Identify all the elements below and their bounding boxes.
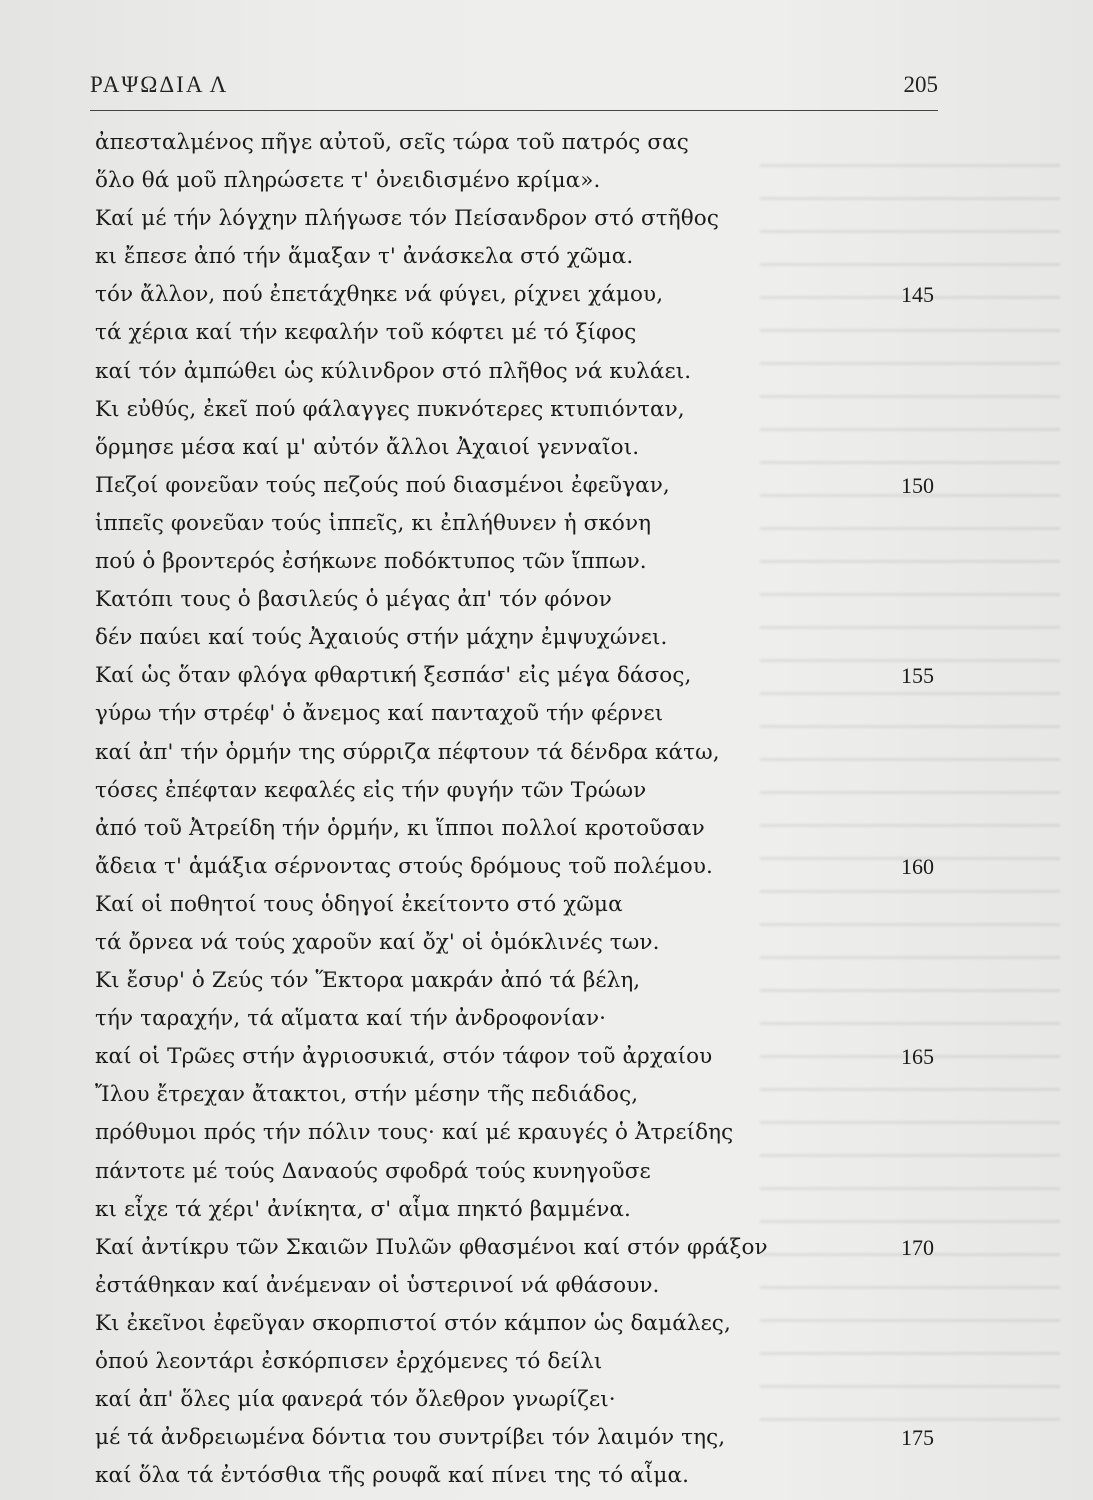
verse-line <box>95 1076 955 1114</box>
verse-text: γύρω τήν στρέφ' ὁ ἄνεμος καί πανταχοῦ τήν φέρνει <box>95 701 664 727</box>
verse-text: Καί οἱ ποθητοί τους ὁδηγοί ἐκείτοντο στό χῶμα <box>95 891 623 917</box>
verse-line <box>95 543 955 581</box>
verse-block <box>95 124 955 1495</box>
verse-text: καί οἱ Τρῶες στήν ἀγριοσυκιά, στόν τάφον τοῦ ἀρχαίου <box>95 1044 713 1070</box>
verse-text: πρόθυμοι πρός τήν πόλιν τους· καί μέ κραυγές ὁ Ἀτρείδης <box>95 1120 734 1146</box>
verse-line <box>95 886 955 924</box>
verse-text: ἀπό τοῦ Ἀτρείδη τήν ὁρμήν, κι ἵπποι πολλοί κροτοῦσαν <box>95 815 705 841</box>
verse-text: ἀπεσταλμένος πῆγε αὐτοῦ, σεῖς τώρα τοῦ πατρός σας <box>95 130 689 155</box>
verse-text: ὅλο θά μοῦ πληρώσετε τ' ὀνειδισμένο κρίμα». <box>95 168 601 194</box>
verse-line <box>95 581 955 619</box>
verse-text: τόσες ἐπέφταν κεφαλές εἰς τήν φυγήν τῶν Τρώων <box>95 777 647 803</box>
verse-text: Ἴλου ἔτρεχαν ἄτακτοι, στήν μέσην τῆς πεδιάδος, <box>95 1082 639 1108</box>
verse-line <box>95 962 955 1000</box>
verse-text: Καί ὡς ὅταν φλόγα φθαρτική ξεσπάσ' εἰς μέγα δάσος, <box>95 663 692 689</box>
verse-line <box>95 810 955 848</box>
verse-line-number: 160 <box>901 853 934 879</box>
verse-line <box>95 1038 955 1076</box>
verse-line <box>95 391 955 429</box>
running-head: ΡΑΨΩΔΙΑ Λ <box>90 72 229 97</box>
verse-line <box>95 657 955 695</box>
verse-line <box>95 429 955 467</box>
verse-text: δέν παύει καί τούς Ἀχαιούς στήν μάχην ἐμψυχώνει. <box>95 625 668 651</box>
verse-text: Κι εὐθύς, ἐκεῖ πού φάλαγγες πυκνότερες κτυπιόνταν, <box>95 396 685 422</box>
verse-line-number: 170 <box>901 1234 934 1260</box>
verse-line <box>95 1191 955 1229</box>
verse-line <box>95 314 955 352</box>
verse-line-number: 145 <box>901 282 934 308</box>
verse-text: Πεζοί φονεῦαν τούς πεζούς πού διασμένοι ἐφεῦγαν, <box>95 472 670 498</box>
verse-line <box>95 848 955 886</box>
verse-line <box>95 1114 955 1152</box>
verse-text: Καί ἀντίκρυ τῶν Σκαιῶν Πυλῶν φθασμένοι καί στόν φράξον <box>95 1234 768 1260</box>
verse-text: Κι ἔσυρ' ὁ Ζεύς τόν Ἕκτορα μακράν ἀπό τά βέλη, <box>95 968 641 994</box>
verse-line <box>95 353 955 391</box>
page-number: 205 <box>903 72 938 97</box>
verse-text: Κατόπι τους ὁ βασιλεύς ὁ μέγας ἀπ' τόν φόνον <box>95 587 612 613</box>
verse-text: πού ὁ βροντερός ἐσήκωνε ποδόκτυπος τῶν ἵππων. <box>95 549 647 575</box>
verse-line <box>95 1153 955 1191</box>
verse-line <box>95 1381 955 1419</box>
verse-text: τόν ἄλλον, πού ἐπετάχθηκε νά φύγει, ρίχνει χάμου, <box>95 282 664 308</box>
verse-text: καί ἀπ' τήν ὁρμήν της σύρριζα πέφτουν τά δένδρα κάτω, <box>95 739 720 765</box>
verse-text: κι ἔπεσε ἀπό τήν ἅμαξαν τ' ἀνάσκελα στό χῶμα. <box>95 244 634 270</box>
verse-line <box>95 734 955 772</box>
verse-text: κι εἶχε τά χέρι' ἀνίκητα, σ' αἷμα πηκτό βαμμένα. <box>95 1196 631 1222</box>
verse-line <box>95 1305 955 1343</box>
verse-line-number: 175 <box>901 1425 934 1451</box>
verse-text: τά ὄρνεα νά τούς χαροῦν καί ὄχ' οἱ ὁμόκλινές των. <box>95 929 660 955</box>
verse-line <box>95 505 955 543</box>
verse-text: καί τόν ἀμπώθει ὡς κύλινδρον στό πλῆθος νά κυλάει. <box>95 358 692 384</box>
verse-text: Κι ἐκεῖνοι ἐφεῦγαν σκορπιστοί στόν κάμπον ὡς δαμάλες, <box>95 1310 731 1336</box>
verse-text: καί ὅλα τά ἐντόσθια τῆς ρουφᾶ καί πίνει της τό αἷμα. <box>95 1463 690 1489</box>
verse-line <box>95 200 955 238</box>
verse-text: ἱππεῖς φονεῦαν τούς ἱππεῖς, κι ἐπλήθυνεν ἡ σκόνη <box>95 510 652 536</box>
verse-line <box>95 772 955 810</box>
verse-line <box>95 276 955 314</box>
verse-text: τήν ταραχήν, τά αἵματα καί τήν ἀνδροφονίαν· <box>95 1006 607 1032</box>
verse-line-number: 165 <box>901 1044 934 1070</box>
verse-line <box>95 162 955 200</box>
verse-text: τά χέρια καί τήν κεφαλήν τοῦ κόφτει μέ τό ξίφος <box>95 320 637 346</box>
verse-text: ὅρμησε μέσα καί μ' αὐτόν ἄλλοι Ἀχαιοί γενναῖοι. <box>95 434 640 460</box>
verse-text: Καί μέ τήν λόγχην πλήγωσε τόν Πείσανδρον στό στῆθος <box>95 206 719 232</box>
verse-text: μέ τά ἀνδρειωμένα δόντια του συντρίβει τόν λαιμόν της, <box>95 1425 726 1451</box>
verse-text: ἐστάθηκαν καί ἀνέμεναν οἱ ὑστερινοί νά φθάσουν. <box>95 1272 660 1298</box>
verse-line-number: 155 <box>901 663 934 689</box>
verse-line-number: 150 <box>901 472 934 498</box>
verse-line <box>95 238 955 276</box>
verse-line <box>95 1419 955 1457</box>
verse-line <box>95 1229 955 1267</box>
verse-text: ὁπού λεοντάρι ἐσκόρπισεν ἐρχόμενες τό δείλι <box>95 1349 603 1374</box>
verse-line <box>95 124 955 162</box>
verse-line <box>95 467 955 505</box>
verse-line <box>95 1000 955 1038</box>
verse-line <box>95 695 955 733</box>
verse-text: ἄδεια τ' ἁμάξια σέρνοντας στούς δρόμους τοῦ πολέμου. <box>95 853 713 879</box>
verse-line <box>95 1267 955 1305</box>
verse-text: καί ἀπ' ὅλες μία φανερά τόν ὄλεθρον γνωρίζει· <box>95 1387 616 1413</box>
verse-text: πάντοτε μέ τούς Δαναούς σφοδρά τούς κυνηγοῦσε <box>95 1158 651 1184</box>
verse-line <box>95 1457 955 1495</box>
page-header <box>90 70 938 110</box>
verse-line <box>95 1343 955 1381</box>
verse-line <box>95 619 955 657</box>
verse-line <box>95 924 955 962</box>
header-rule <box>90 110 938 111</box>
